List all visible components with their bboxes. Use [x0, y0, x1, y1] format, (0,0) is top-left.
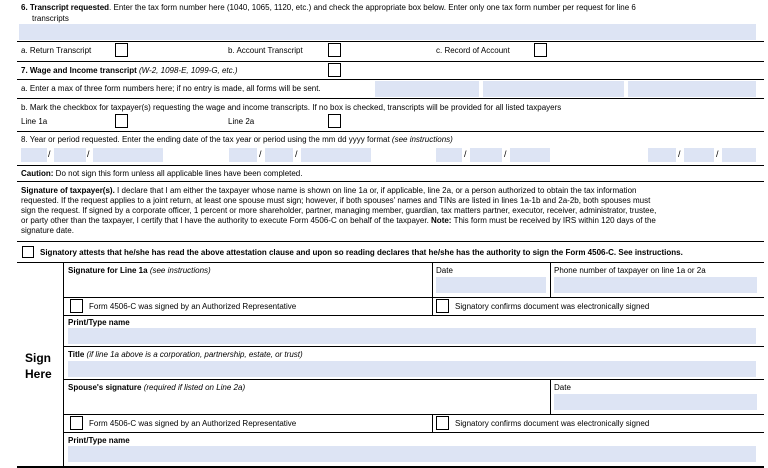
signature-title: Signature of taxpayer(s).: [21, 186, 115, 195]
divider: [550, 262, 551, 297]
divider: [63, 414, 764, 415]
divider: [17, 241, 764, 242]
sign-here-line1: Sign: [25, 351, 51, 365]
print-name-field-2[interactable]: [68, 446, 756, 462]
line2a-checkbox[interactable]: [328, 114, 341, 128]
signature-line3: sign the request. If signed by a corporate officer, 1 percent or more shareholder, partner, managing member, guardian, tax matters partner, executor, receiver, administrator, trustee,: [21, 206, 657, 215]
line7-title: Wage and Income transcript: [29, 66, 137, 75]
electronic-label-2: Signatory confirms document was electronically signed: [455, 419, 650, 428]
date-separator: /: [48, 149, 51, 159]
date-separator: /: [87, 149, 90, 159]
period2-month[interactable]: [229, 148, 257, 162]
return-transcript-checkbox[interactable]: [115, 43, 128, 57]
spouse-date-field[interactable]: [554, 394, 757, 410]
period1-day[interactable]: [54, 148, 86, 162]
signature-declaration: [21, 186, 636, 196]
line7-num: 7.: [21, 66, 28, 75]
form-number-field-3[interactable]: [628, 81, 756, 97]
title-word: Title: [68, 350, 85, 359]
print-name-field-1[interactable]: [68, 328, 756, 344]
period4-month[interactable]: [648, 148, 676, 162]
date-separator: /: [464, 149, 467, 159]
record-of-account-label: c. Record of Account: [436, 46, 510, 55]
attestation-text: Signatory attests that he/she has read the above attestation clause and upon so reading declares that he/she has the authority to sign the Form 4506-C. See instructions.: [40, 248, 683, 257]
form-number-field-2[interactable]: [483, 81, 624, 97]
divider: [17, 181, 764, 182]
sign-here-line2: Here: [25, 367, 52, 381]
auth-rep-checkbox-2[interactable]: [70, 416, 83, 430]
date-separator: /: [504, 149, 507, 159]
sig1a-title: Signature for Line 1a: [68, 266, 148, 275]
tax-form-number-field[interactable]: [19, 24, 756, 40]
divider: [17, 41, 764, 42]
caution-text: [21, 169, 302, 179]
electronic-checkbox-2[interactable]: [436, 416, 449, 430]
divider: [432, 262, 433, 297]
line8-text: [21, 135, 453, 145]
line7a-text: a. Enter a max of three form numbers here; if no entry is made, all forms will be sent.: [21, 84, 321, 93]
period1-month[interactable]: [21, 148, 47, 162]
divider: [550, 379, 551, 414]
line7-forms: (W-2, 1098-E, 1099-G, etc.): [138, 66, 238, 75]
line6-text-cont: transcripts: [32, 14, 69, 23]
return-transcript-label: a. Return Transcript: [21, 46, 92, 55]
period3-day[interactable]: [470, 148, 502, 162]
period4-year[interactable]: [722, 148, 756, 162]
line7-text: [21, 66, 238, 76]
title-field[interactable]: [68, 361, 756, 377]
print-name-label-1: Print/Type name: [68, 318, 130, 327]
date-label-2: Date: [554, 383, 571, 392]
sig1a-see: (see instructions): [149, 266, 211, 275]
wage-income-checkbox[interactable]: [328, 63, 341, 77]
print-name-label-2: Print/Type name: [68, 436, 130, 445]
caution-message: Do not sign this form unless all applicable lines have been completed.: [55, 169, 303, 178]
signature-line1: I declare that I am either the taxpayer whose name is shown on line 1a or, if applicable, line 2a, or a person authorized to obtain the tax information: [117, 186, 637, 195]
sign-here-label: [25, 350, 52, 382]
divider: [63, 379, 764, 380]
spouse-sig-label: [68, 383, 245, 393]
record-of-account-checkbox[interactable]: [534, 43, 547, 57]
phone-label: Phone number of taxpayer on line 1a or 2a: [554, 266, 706, 275]
divider: [17, 61, 764, 62]
signature-line5: signature date.: [21, 226, 74, 235]
divider: [432, 414, 433, 432]
form-number-field-1[interactable]: [375, 81, 479, 97]
account-transcript-label: b. Account Transcript: [228, 46, 303, 55]
date-separator: /: [716, 149, 719, 159]
line6-title: Transcript requested: [29, 3, 110, 12]
caution-label: Caution:: [21, 169, 54, 178]
electronic-label-1: Signatory confirms document was electronically signed: [455, 302, 650, 311]
divider: [63, 432, 764, 433]
signature-line4a: or party other than the taxpayer, I certify that I have the authority to execute Form 4506-C on behalf of the taxpayer.: [21, 216, 429, 225]
title-label: [68, 350, 303, 360]
auth-rep-label-2: Form 4506-C was signed by an Authorized Representative: [89, 419, 297, 428]
divider: [432, 297, 433, 315]
divider: [17, 98, 764, 99]
auth-rep-checkbox-1[interactable]: [70, 299, 83, 313]
date-field[interactable]: [436, 277, 546, 293]
attestation-checkbox[interactable]: [22, 246, 34, 258]
title-note: (if line 1a above is a corporation, partnership, estate, or trust): [86, 350, 303, 359]
line8-instructions: 8. Year or period requested. Enter the ending date of the tax year or period using the mm dd yyyy format: [21, 135, 390, 144]
date-separator: /: [678, 149, 681, 159]
phone-field[interactable]: [554, 277, 757, 293]
period1-year[interactable]: [93, 148, 163, 162]
divider: [63, 346, 764, 347]
divider: [17, 79, 764, 80]
line7b-line1a-label: Line 1a: [21, 117, 48, 126]
sign-column-divider: [63, 262, 64, 468]
period2-year[interactable]: [301, 148, 371, 162]
period3-year[interactable]: [510, 148, 550, 162]
date-separator: /: [295, 149, 298, 159]
line6-text: [21, 3, 636, 13]
line8-see: (see instructions): [391, 135, 453, 144]
divider: [63, 315, 764, 316]
sig1a-label: [68, 266, 211, 276]
divider: [17, 262, 764, 263]
divider: [63, 297, 764, 298]
divider: [17, 165, 764, 166]
period2-day[interactable]: [265, 148, 293, 162]
period3-month[interactable]: [436, 148, 462, 162]
line6-num: 6.: [21, 3, 28, 12]
note-label: Note:: [431, 216, 452, 225]
electronic-checkbox-1[interactable]: [436, 299, 449, 313]
period4-day[interactable]: [684, 148, 714, 162]
spouse-sig-note: (required if listed on Line 2a): [143, 383, 246, 392]
signature-line2: requested. If the request applies to a joint return, at least one spouse must sign; however, if both spouses' names and TINs are listed in lines 1a-1b and 2a-2b, both spouses must: [21, 196, 651, 205]
auth-rep-label-1: Form 4506-C was signed by an Authorized Representative: [89, 302, 297, 311]
account-transcript-checkbox[interactable]: [328, 43, 341, 57]
line1a-checkbox[interactable]: [115, 114, 128, 128]
line7b-line2a-label: Line 2a: [228, 117, 255, 126]
spouse-sig-title: Spouse's signature: [68, 383, 142, 392]
date-label: Date: [436, 266, 453, 275]
divider: [17, 131, 764, 132]
line7b-text: b. Mark the checkbox for taxpayer(s) requesting the wage and income transcripts. If no box is checked, transcripts will be provided for all listed taxpayers: [21, 103, 562, 112]
signature-line4: [21, 216, 656, 226]
signature-line4b: This form must be received by IRS within 120 days of the: [453, 216, 656, 225]
line6-instructions: . Enter the tax form number here (1040, 1065, 1120, etc.) and check the appropriate box below. Enter only one tax form number per request for line 6: [109, 3, 636, 12]
date-separator: /: [259, 149, 262, 159]
